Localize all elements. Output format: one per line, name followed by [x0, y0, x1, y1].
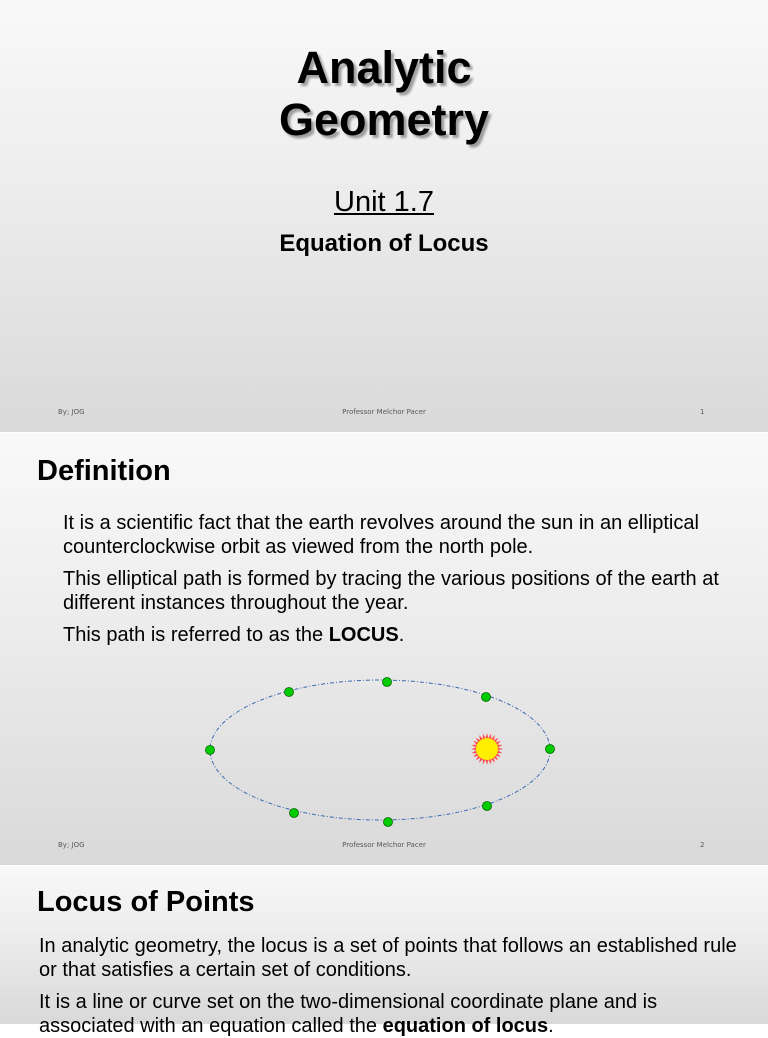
- earth-point: [206, 746, 215, 755]
- para3-period: .: [398, 624, 405, 646]
- earth-point: [285, 688, 294, 697]
- title-slide: [0, 0, 768, 432]
- definition-paragraph-2: This elliptical path is formed by tracing the various positions of the earth at different instances throughout the year.: [63, 568, 719, 614]
- locus-of-points-slide: [0, 866, 768, 1037]
- footer-professor: Professor Melchor Pacer: [342, 408, 426, 416]
- earth-point: [546, 745, 555, 754]
- locus-paragraph-2: [39, 990, 739, 1038]
- definition-paragraph-1: It is a scientific fact that the earth revolves around the sun in an elliptical counterclockwise orbit as viewed from the north pole.: [63, 512, 699, 558]
- unit-label: Unit 1.7: [334, 186, 434, 218]
- para2-period: .: [548, 1015, 554, 1037]
- sun-core: [476, 738, 498, 760]
- earth-point: [483, 802, 492, 811]
- slide-title: [0, 42, 768, 146]
- orbit-diagram: [0, 433, 768, 865]
- para2-text: It is a line or curve set on the two-dimensional coordinate plane and is associated with an equation called the: [39, 991, 658, 1037]
- slide-heading: Locus of Points: [37, 886, 255, 918]
- sun-icon: [471, 733, 503, 765]
- footer-page-number: 2: [700, 841, 705, 849]
- title-line-2: Geometry: [278, 94, 490, 145]
- title-line-1: Analytic: [296, 42, 472, 93]
- earth-point: [290, 809, 299, 818]
- earth-point: [383, 678, 392, 687]
- para3-text: This path is referred to as the: [63, 624, 329, 646]
- earth-point: [482, 693, 491, 702]
- slide-footer: [0, 841, 768, 853]
- earth-positions: [206, 678, 555, 827]
- locus-paragraph-1: In analytic geometry, the locus is a set of points that follows an established rule or that satisfies a certain set of conditions.: [39, 935, 737, 981]
- footer-page-number: 1: [700, 408, 705, 416]
- slide-heading: Definition: [37, 455, 171, 487]
- locus-term: LOCUS: [328, 624, 399, 646]
- footer-author: By; JOG: [58, 841, 85, 849]
- slide-footer: [0, 408, 768, 420]
- definition-slide: [0, 433, 768, 865]
- unit-subtitle: Equation of Locus: [279, 230, 489, 257]
- equation-of-locus-term: equation of locus: [382, 1015, 549, 1037]
- footer-author: By; JOG: [58, 408, 85, 416]
- footer-professor: Professor Melchor Pacer: [342, 841, 426, 849]
- earth-point: [384, 818, 393, 827]
